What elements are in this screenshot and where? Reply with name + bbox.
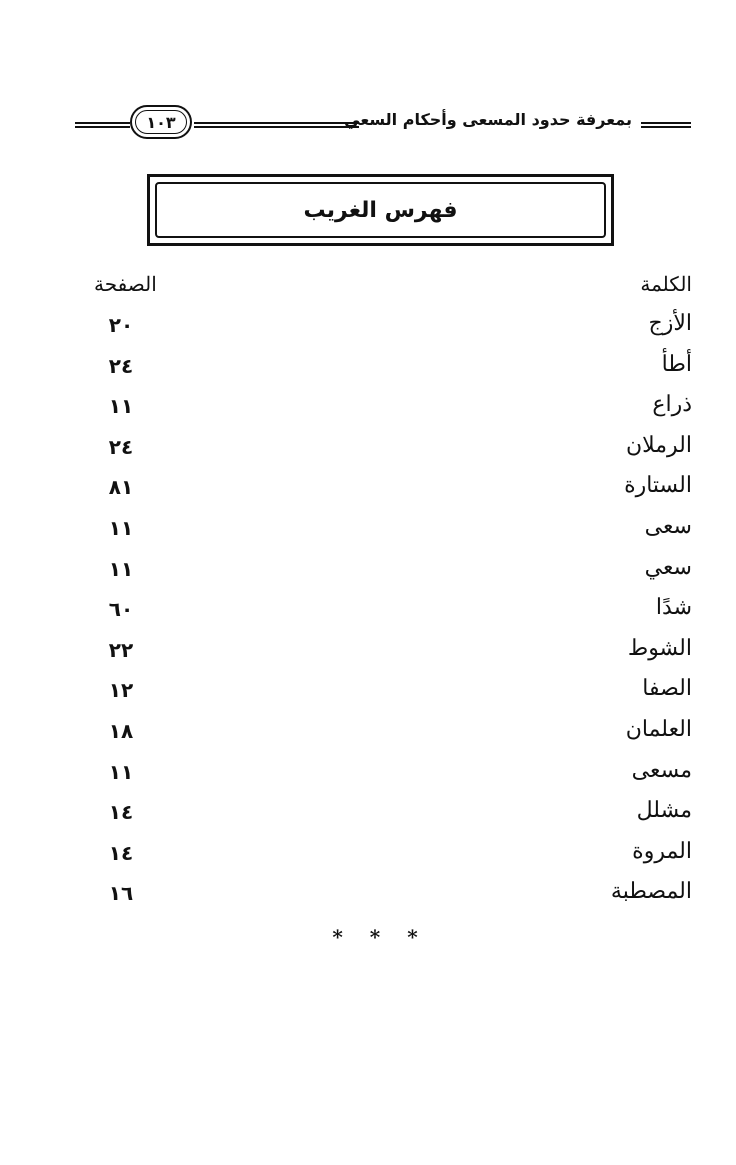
section-end-asterisks: * * *	[332, 925, 428, 949]
entry-word: ذراع	[652, 392, 692, 418]
entry-word: سعي	[644, 554, 692, 580]
column-heading-word: الكلمة	[640, 272, 692, 296]
glossary-index-list	[0, 311, 736, 920]
entry-page: ١٦	[108, 881, 134, 906]
entry-word: الصفا	[642, 676, 692, 702]
index-entry	[0, 798, 736, 839]
entry-word: الشوط	[627, 635, 692, 661]
index-title-frame	[147, 174, 614, 246]
index-title-inner-frame	[155, 182, 606, 238]
entry-word: الأزج	[648, 311, 692, 336]
index-entry	[0, 676, 736, 717]
index-title: فهرس الغريب	[303, 197, 458, 223]
entry-word: المروة	[632, 838, 692, 864]
index-entry	[0, 352, 736, 393]
index-entry	[0, 758, 736, 799]
entry-page: ١٤	[108, 800, 134, 825]
entry-word: الستارة	[624, 473, 692, 499]
entry-word: الرملان	[625, 432, 692, 458]
entry-word: أطأ	[661, 351, 692, 377]
entry-page: ١٢	[108, 678, 134, 703]
header-rule-middle	[194, 122, 359, 128]
entry-page: ٨١	[108, 475, 134, 500]
entry-word: سعى	[644, 513, 692, 539]
index-entry	[0, 392, 736, 433]
entry-page: ٢٢	[108, 637, 134, 662]
header-rule-left	[75, 122, 130, 128]
index-entry	[0, 879, 736, 920]
entry-word: مشلل	[636, 798, 692, 824]
entry-word: المصطبة	[610, 879, 692, 905]
page-number: ١٠٣	[146, 112, 176, 132]
entry-page: ٢٤	[108, 353, 134, 378]
entry-word: شدًا	[655, 595, 692, 621]
index-entry	[0, 555, 736, 596]
index-entry	[0, 636, 736, 677]
entry-page: ١١	[108, 556, 134, 581]
index-entry	[0, 717, 736, 758]
entry-page: ٦٠	[108, 597, 134, 622]
entry-page: ١١	[108, 394, 134, 419]
index-entry	[0, 839, 736, 880]
entry-word: العلمان	[625, 716, 692, 742]
entry-page: ٢٤	[108, 434, 134, 459]
running-header-title: بمعرفة حدود المسعى وأحكام السعي	[344, 110, 632, 129]
entry-page: ٢٠	[108, 313, 134, 337]
index-entry	[0, 473, 736, 514]
index-entry	[0, 514, 736, 555]
entry-page: ١٤	[108, 840, 134, 865]
entry-word: مسعى	[631, 757, 692, 783]
index-entry	[0, 433, 736, 474]
entry-page: ١١	[108, 759, 134, 784]
index-entry	[0, 311, 736, 352]
column-heading-page: الصفحة	[94, 272, 157, 296]
entry-page: ١٨	[108, 718, 134, 743]
entry-page: ١١	[108, 515, 134, 540]
page-number-badge	[130, 105, 192, 139]
header-rule-right	[641, 122, 691, 128]
index-entry	[0, 595, 736, 636]
